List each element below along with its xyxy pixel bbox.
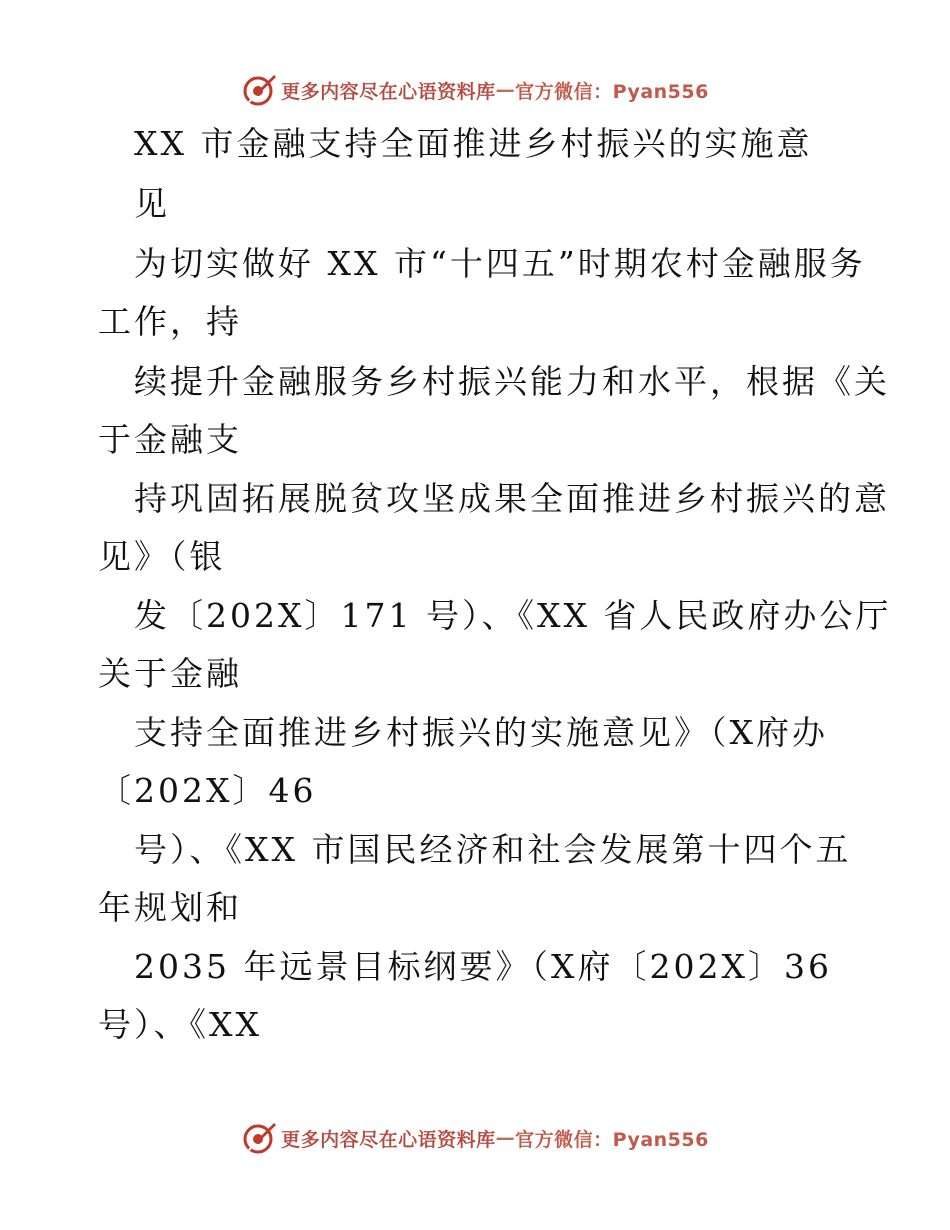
document-line: 续提升金融服务乡村振兴能力和水平，根据《关 [134,362,890,401]
document-line: 发〔202X〕171 号）、《XX 省人民政府办公厅 [134,596,892,635]
document-line: 2035 年远景目标纲要》（X府〔202X〕36 [134,947,832,986]
document-line: 号）、《XX [98,1005,262,1044]
footer-banner-contact: 官方微信：Pyan556 [515,1128,709,1151]
document-line: 见》（银 [98,537,226,576]
document-line: 〔202X〕46 [98,771,317,810]
footer-banner-brand: 更多内容尽在心语资料库 [281,1128,496,1151]
header-banner [0,70,950,110]
document-line: 持巩固拓展脱贫攻坚成果全面推进乡村振兴的意 [134,479,890,518]
header-banner-brand: 更多内容尽在心语资料库 [281,80,496,103]
footer-banner-separator: — [495,1127,516,1149]
header-banner-contact: 官方微信：Pyan556 [515,80,709,103]
footer-banner [0,1118,950,1158]
document-line: 于金融支 [98,420,242,459]
document-line: 年规划和 [98,888,242,927]
document-line: 工作，持 [98,302,242,341]
document-line: 支持全面推进乡村振兴的实施意见》（X府办 [134,713,828,752]
document-line: 关于金融 [98,654,242,693]
document-line: 见 [134,184,170,223]
document-line: XX 市金融支持全面推进乡村振兴的实施意 [134,124,813,163]
header-banner-separator: — [495,79,516,101]
footer-banner-text [281,1125,709,1152]
header-banner-text [281,77,709,104]
pen-nib-circle-logo-icon [241,1120,277,1156]
document-line: 为切实做好 XX 市“十四五”时期农村金融服务 [134,244,866,283]
document-line: 号）、《XX 市国民经济和社会发展第十四个五 [134,830,852,869]
pen-nib-circle-logo-icon [241,72,277,108]
